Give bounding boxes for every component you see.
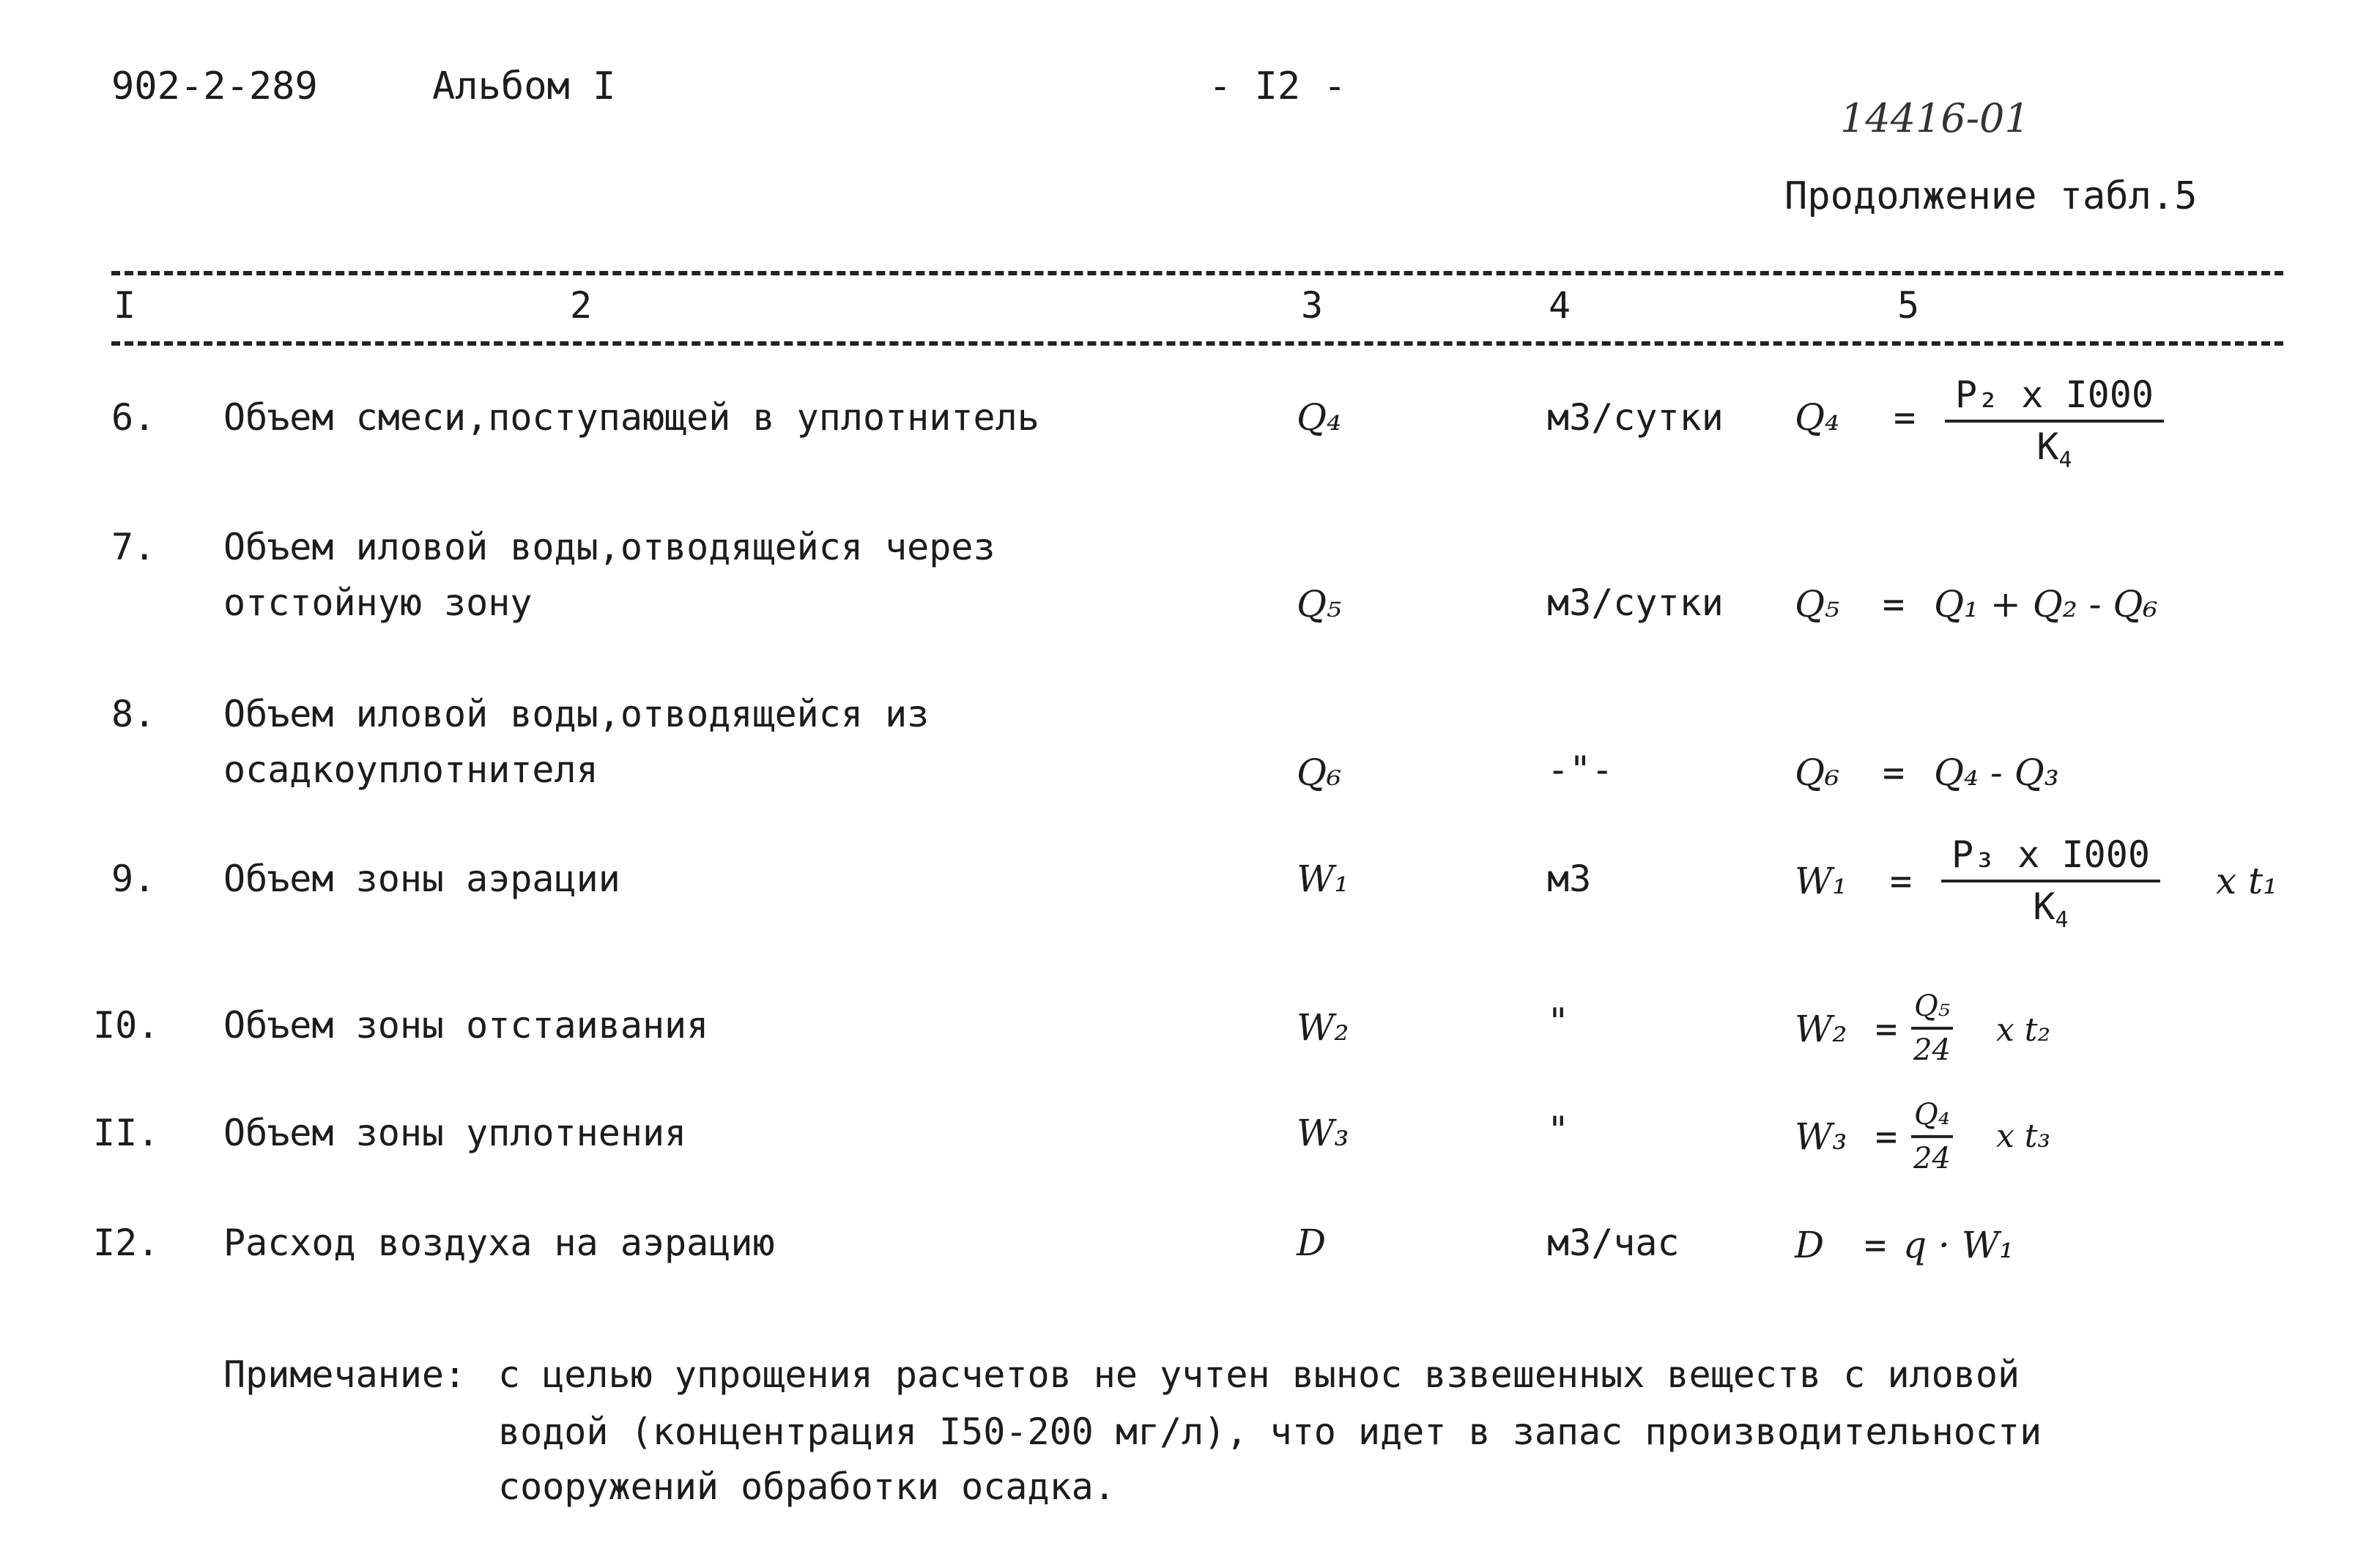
formula-fraction <box>1945 375 2164 472</box>
formula-rhs: Q₁ + Q₂ - Q₆ <box>1934 583 2158 625</box>
row-symbol: D <box>1297 1222 1327 1264</box>
page-number: - I2 - <box>1209 64 1346 108</box>
formula-equals: = <box>1883 583 1905 625</box>
row-name: Объем иловой воды,отводящейся из <box>223 693 930 735</box>
formula-fraction <box>1941 835 2160 932</box>
fraction-denominator: $К_4$ <box>2036 426 2072 473</box>
row-unit: м3/сутки <box>1547 396 1724 439</box>
row-symbol: Q₆ <box>1297 751 1342 794</box>
formula-lhs: W₁ <box>1795 860 1847 902</box>
fraction-numerator: P₃ x I000 <box>1941 835 2160 882</box>
row-number: I2. <box>93 1222 160 1264</box>
column-header-5: 5 <box>1897 284 1920 327</box>
fraction-numerator: Q₅ <box>1911 990 1953 1030</box>
row-number: 9. <box>111 858 156 900</box>
formula-tail: x t₁ <box>2216 860 2278 902</box>
formula-equals: = <box>1875 1008 1898 1050</box>
formula-tail: x t₂ <box>1996 1011 2051 1049</box>
row-symbol: W₃ <box>1297 1112 1349 1154</box>
header-top-rule <box>111 271 2283 275</box>
row-unit: " <box>1547 1000 1570 1043</box>
formula-lhs: W₃ <box>1795 1115 1847 1158</box>
row-symbol: Q₄ <box>1297 396 1342 439</box>
row-unit: м3/сутки <box>1547 581 1724 624</box>
row-name-continued: осадкоуплотнителя <box>223 748 598 791</box>
row-name: Расход воздуха на аэрацию <box>223 1222 775 1264</box>
formula-equals: = <box>1883 751 1905 794</box>
table-continuation-label: Продолжение табл.5 <box>1784 174 2198 218</box>
row-number: 7. <box>111 526 156 568</box>
album-label: Альбом I <box>432 64 616 108</box>
formula-tail: x t₃ <box>1996 1118 2051 1155</box>
formula-equals: = <box>1890 860 1913 902</box>
fraction-denominator: 24 <box>1913 1142 1951 1175</box>
formula-equals: = <box>1875 1115 1898 1158</box>
fraction-numerator: P₂ x I000 <box>1945 375 2164 423</box>
row-number: I0. <box>93 1004 160 1047</box>
formula-fraction <box>1910 1099 1954 1175</box>
note-line: с целью упрощения расчетов не учтен вынос взвешенных веществ с иловой <box>498 1353 2020 1396</box>
formula-lhs: D <box>1795 1224 1825 1266</box>
formula-rhs: Q₄ - Q₃ <box>1934 751 2059 794</box>
row-symbol: W₂ <box>1297 1006 1349 1049</box>
row-symbol: Q₅ <box>1297 583 1342 625</box>
row-number: II. <box>93 1112 160 1154</box>
header-bottom-rule <box>111 341 2283 346</box>
row-name: Объем зоны уплотнения <box>223 1112 687 1154</box>
row-symbol: W₁ <box>1297 858 1349 900</box>
handwritten-stamp: 14416-01 <box>1840 95 2030 141</box>
column-header-3: 3 <box>1301 284 1324 327</box>
formula-equals: = <box>1864 1224 1887 1266</box>
row-unit: -"- <box>1547 748 1614 791</box>
row-unit: " <box>1547 1109 1570 1151</box>
column-header-4: 4 <box>1549 284 1571 327</box>
column-header-1: I <box>114 284 136 327</box>
row-name: Объем зоны аэрации <box>223 858 620 900</box>
formula-equals: = <box>1894 396 1916 439</box>
row-name: Объем иловой воды,отводящейся через <box>223 526 996 568</box>
note-line: водой (концентрация I50-200 мг/л), что идет в запас производительности <box>498 1411 2042 1453</box>
row-number: 8. <box>111 693 156 735</box>
note-line: сооружений обработки осадка. <box>498 1465 1116 1508</box>
fraction-denominator: 24 <box>1913 1033 1951 1067</box>
formula-rhs: q · W₁ <box>1903 1224 2014 1266</box>
column-header-2: 2 <box>570 284 593 327</box>
formula-fraction <box>1910 990 1954 1066</box>
row-name: Объем смеси,поступающей в уплотнитель <box>223 396 1039 439</box>
fraction-numerator: Q₄ <box>1911 1099 1953 1138</box>
formula-lhs: Q₆ <box>1795 751 1840 794</box>
row-number: 6. <box>111 396 156 439</box>
note-label: Примечание: <box>223 1353 467 1396</box>
formula-lhs: W₂ <box>1795 1008 1847 1050</box>
row-name-continued: отстойную зону <box>223 581 533 624</box>
row-unit: м3 <box>1547 858 1592 900</box>
formula-lhs: Q₅ <box>1795 583 1840 625</box>
formula-lhs: Q₄ <box>1795 396 1840 439</box>
document-code: 902-2-289 <box>111 64 318 108</box>
row-name: Объем зоны отстаивания <box>223 1004 709 1047</box>
row-unit: м3/час <box>1547 1222 1680 1264</box>
fraction-denominator: $К_4$ <box>2033 885 2069 933</box>
